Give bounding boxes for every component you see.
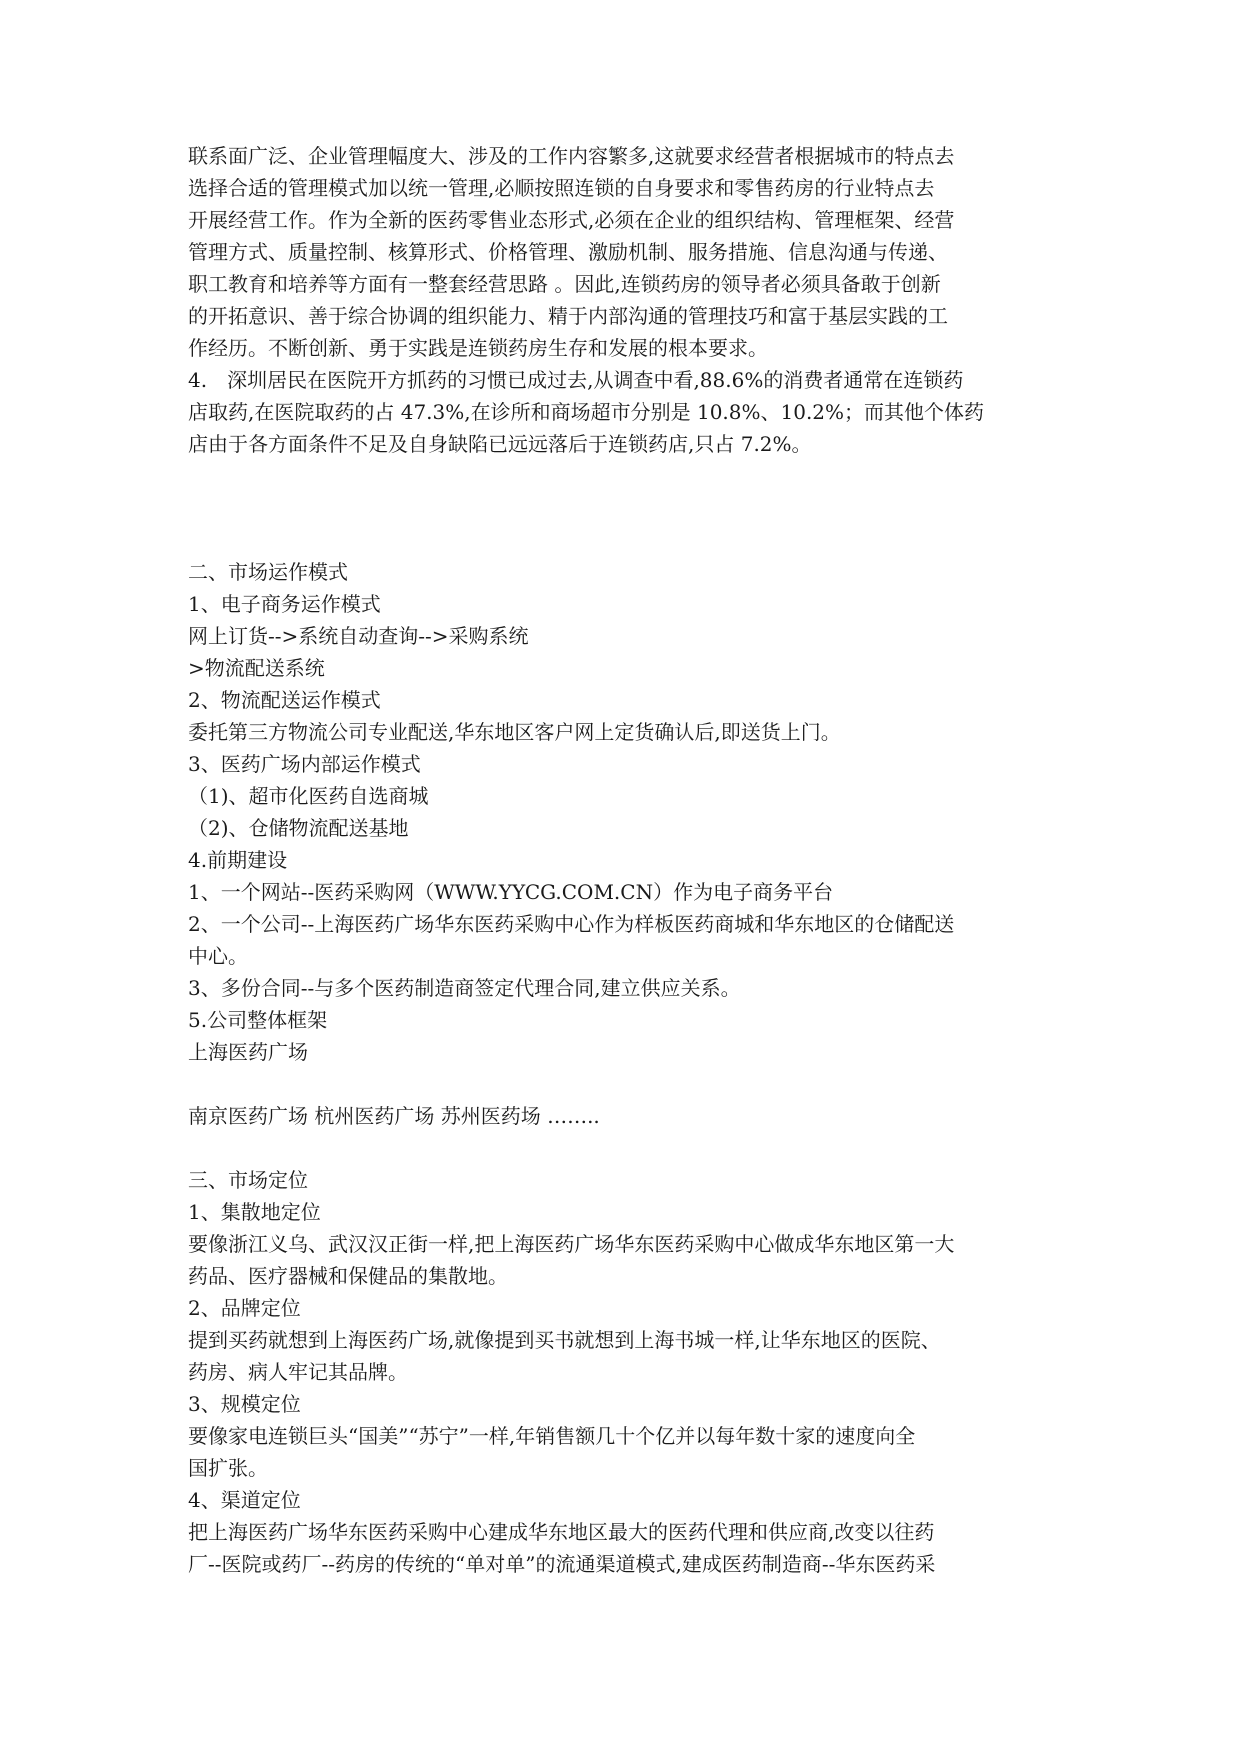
section-heading: 三、市场定位	[188, 1168, 308, 1192]
branch-list: 南京医药广场 杭州医药广场 苏州医药场 ……..	[188, 1104, 600, 1128]
text-line: 管理方式、质量控制、核算形式、价格管理、激励机制、服务措施、信息沟通与传递、	[188, 240, 948, 264]
text-line: 网上订货-->系统自动查询-->采购系统	[188, 624, 529, 648]
blank-line	[188, 1132, 1068, 1164]
text-line: 提到买药就想到上海医药广场,就像提到买书就想到上海书城一样,让华东地区的医院、	[188, 1328, 941, 1352]
text-line: 选择合适的管理模式加以统一管理,必顺按照连锁的自身要求和零售药房的行业特点去	[188, 176, 935, 200]
text-line: 国扩张。	[188, 1456, 268, 1480]
text-line: 要像家电连锁巨头“国美”“苏宁”一样,年销售额几十个亿并以每年数十家的速度向全	[188, 1424, 916, 1448]
text-line: 药房、病人牢记其品牌。	[188, 1360, 408, 1384]
intro-paragraphs	[188, 140, 1068, 460]
text-line: 委托第三方物流公司专业配送,华东地区客户网上定货确认后,即送货上门。	[188, 720, 841, 744]
section-market-operation	[188, 556, 1068, 1164]
text-line: （2)、仓储物流配送基地	[188, 816, 409, 840]
text-line: >物流配送系统	[188, 656, 325, 680]
text-line: （1)、超市化医药自选商城	[188, 784, 429, 808]
text-line: 的开拓意识、善于综合协调的组织能力、精于内部沟通的管理技巧和富于基层实践的工	[188, 304, 948, 328]
text-line: 3、多份合同--与多个医药制造商签定代理合同,建立供应关系。	[188, 976, 741, 1000]
text-line: 把上海医药广场华东医药采购中心建成华东地区最大的医药代理和供应商,改变以往药	[188, 1520, 935, 1544]
text-line: 中心。	[188, 944, 248, 968]
text-line: 职工教育和培养等方面有一整套经营思路 。因此,连锁药房的领导者必须具备敢于创新	[188, 272, 941, 296]
text-line: 3、规模定位	[188, 1392, 301, 1416]
text-line: 4. 深圳居民在医院开方抓药的习惯已成过去,从调查中看,88.6%的消费者通常在连锁药	[188, 368, 964, 392]
text-line: 1、一个网站--医药采购网（WWW.YYCG.COM.CN）作为电子商务平台	[188, 880, 834, 904]
text-line: 开展经营工作。作为全新的医药零售业态形式,必须在企业的组织结构、管理框架、经营	[188, 208, 955, 232]
text-line: 2、品牌定位	[188, 1296, 301, 1320]
text-line: 要像浙江义乌、武汉汉正街一样,把上海医药广场华东医药采购中心做成华东地区第一大	[188, 1232, 955, 1256]
text-line: 5.公司整体框架	[188, 1008, 328, 1032]
text-line: 4、渠道定位	[188, 1488, 301, 1512]
text-line: 药品、医疗器械和保健品的集散地。	[188, 1264, 508, 1288]
text-line: 1、集散地定位	[188, 1200, 321, 1224]
document-page	[188, 140, 1068, 1580]
text-line: 2、一个公司--上海医药广场华东医药采购中心作为样板医药商城和华东地区的仓储配送	[188, 912, 955, 936]
text-line: 店由于各方面条件不足及自身缺陷已远远落后于连锁药店,只占 7.2%。	[188, 432, 812, 456]
blank-line	[188, 1068, 1068, 1100]
text-line: 2、物流配送运作模式	[188, 688, 381, 712]
text-line: 3、医药广场内部运作模式	[188, 752, 421, 776]
company-name: 上海医药广场	[188, 1040, 308, 1064]
text-line: 作经历。不断创新、勇于实践是连锁药房生存和发展的根本要求。	[188, 336, 768, 360]
section-heading: 二、市场运作模式	[188, 560, 348, 584]
text-line: 厂--医院或药厂--药房的传统的“单对单”的流通渠道模式,建成医药制造商--华东医药采	[188, 1552, 936, 1576]
section-gap	[188, 460, 1068, 556]
text-line: 4.前期建设	[188, 848, 288, 872]
text-line: 店取药,在医院取药的占 47.3%,在诊所和商场超市分别是 10.8%、10.2%；而其他个体药	[188, 400, 985, 424]
text-line: 1、电子商务运作模式	[188, 592, 381, 616]
section-market-positioning	[188, 1164, 1068, 1580]
text-line: 联系面广泛、企业管理幅度大、涉及的工作内容繁多,这就要求经营者根据城市的特点去	[188, 144, 955, 168]
